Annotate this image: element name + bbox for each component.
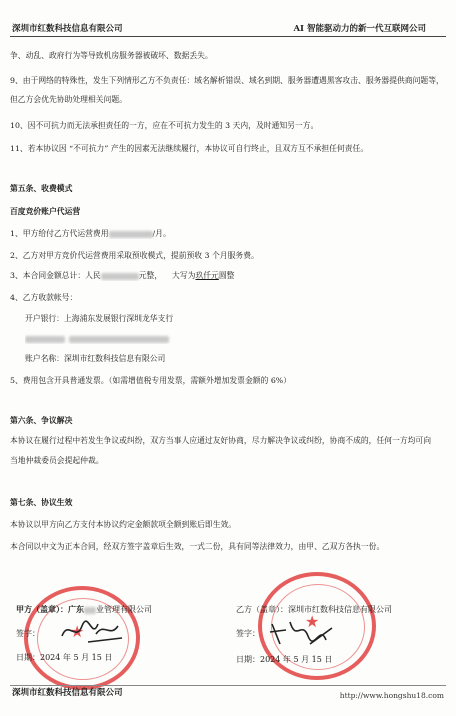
party-b-sign-label: 签字： bbox=[236, 629, 260, 638]
clause-line-3: 但乙方会优先协助处理相关问题。 bbox=[10, 95, 127, 104]
clause-line-4: 10、因不可抗力而无法承担责任的一方，应在不可抗力发生的 3 天内，及时通知另一方。 bbox=[10, 121, 319, 130]
section7-line1: 本协议以甲方向乙方支付本协议约定金额款项全额到账后即生效。 bbox=[10, 520, 237, 529]
party-b-date: 日期：2024 年 5 月 15 日 bbox=[236, 655, 333, 664]
section5-item5: 5、费用包含开具普通发票。（如需增值税专用发票，需额外增加发票金额的 6%） bbox=[10, 376, 291, 385]
header-slogan: AI 智能驱动力的新一代互联网公司 bbox=[293, 24, 426, 34]
bank-name: 开户银行：上海浦东发展银行深圳龙华支行 bbox=[25, 314, 174, 323]
footer-company: 深圳市红数科技信息有限公司 bbox=[12, 688, 123, 698]
section5-item4: 4、乙方收款帐号： bbox=[10, 293, 78, 302]
party-a-label: 甲方（盖章）：广东 业管理有限公司 bbox=[16, 604, 152, 614]
party-a-date: 日期：2024 年 5 月 15 日 bbox=[16, 653, 113, 662]
header-divider bbox=[10, 36, 446, 37]
section6-title: 第六条、争议解决 bbox=[10, 416, 73, 425]
redacted-fee bbox=[109, 231, 153, 238]
party-a-sign-label: 签字： bbox=[16, 629, 40, 638]
section5-subtitle: 百度竞价账户代运营 bbox=[10, 207, 81, 216]
bank-account bbox=[25, 333, 456, 344]
section5-title: 第五条、收费模式 bbox=[10, 184, 73, 193]
section6-line1: 本协议在履行过程中若发生争议或纠纷，双方当事人应通过友好协商，尽力解决争议或纠纷，协商不成的，任何一方均可向 bbox=[10, 436, 432, 445]
redacted-amount bbox=[101, 273, 139, 280]
clause-line-2: 9、由于网络的特殊性，发生下列情形乙方不负责任：域名解析错误、域名到期、服务器遭遇黑客攻击、服务器提供商问题等， bbox=[10, 76, 444, 85]
header-company: 深圳市红数科技信息有限公司 bbox=[12, 24, 123, 34]
party-b-label: 乙方（盖章）：深圳市红数科技信息有限公司 bbox=[236, 605, 392, 614]
party-b-signature bbox=[266, 614, 336, 648]
party-a-signature bbox=[58, 616, 128, 646]
party-a-seal-star-icon: ★ bbox=[70, 622, 85, 641]
clause-line-5: 11、若本协议因 “不可抗力” 产生的因素无法继续履行，本协议可自行终止，且双方互不承担任何责任。 bbox=[10, 144, 369, 153]
clause-line-1: 争、动乱、政府行为等导致机房服务器被破坏、数据丢失。 bbox=[10, 51, 213, 60]
section7-line2: 本合同以中文为正本合同，经双方签字盖章后生效，一式二份，具有同等法律效力，由甲、乙双方各执一份。 bbox=[10, 542, 385, 551]
section5-item2: 2、乙方对甲方竞价代运营费用采取预收模式，提前预收 3 个月服务费。 bbox=[10, 251, 259, 260]
footer-url[interactable]: http://www.hongshu18.com bbox=[339, 691, 444, 700]
section5-item3: 3、本合同金额总计：人民 元整， 大写为玖仟元圆整 bbox=[10, 271, 235, 280]
redacted-account bbox=[69, 336, 169, 343]
section5-item1: 1、甲方给付乙方代运营费用 /月。 bbox=[10, 229, 171, 238]
party-b-seal-star-icon: ★ bbox=[305, 612, 320, 631]
section6-line2: 当地仲裁委员会提起仲裁。 bbox=[10, 456, 104, 465]
account-holder: 账户名称：深圳市红数科技信息有限公司 bbox=[25, 354, 166, 363]
section7-title: 第七条、协议生效 bbox=[10, 498, 73, 507]
